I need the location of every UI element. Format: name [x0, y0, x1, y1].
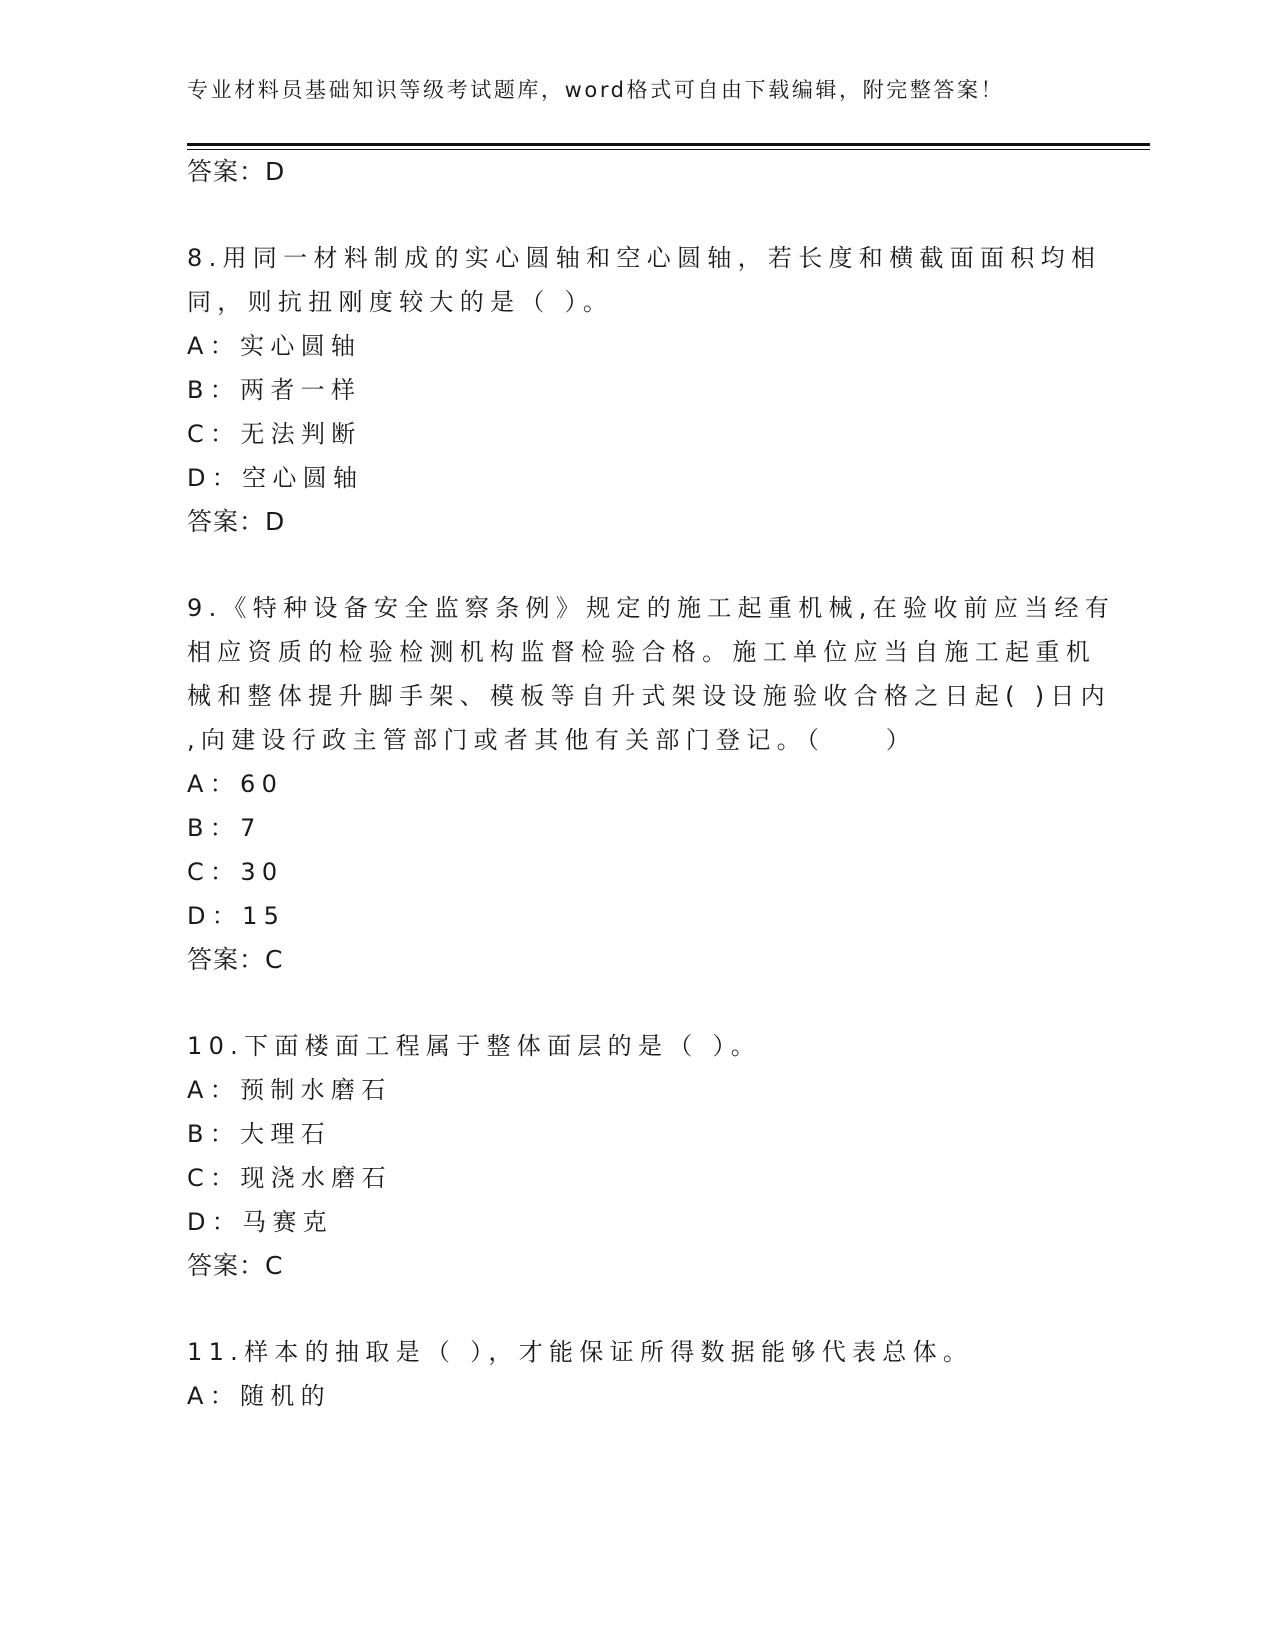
question-9-answer: 答案：C [187, 945, 284, 974]
question-10-option-a: A：预制水磨石 [187, 1076, 392, 1104]
question-10-option-b: B：大理石 [187, 1120, 331, 1148]
question-8-option-d: D：空心圆轴 [187, 464, 364, 492]
question-9-option-c: C：30 [187, 858, 284, 886]
question-10-answer: 答案：C [187, 1251, 284, 1280]
question-8-text-line2: 同，则抗扭刚度较大的是（ ）。 [187, 288, 614, 316]
header-text: 专业材料员基础知识等级考试题库，word格式可自由下载编辑，附完整答案！ [187, 78, 1005, 102]
question-8-option-a: A：实心圆轴 [187, 332, 362, 360]
question-8-option-b: B：两者一样 [187, 376, 362, 404]
question-9-text-line3: 械和整体提升脚手架、模板等自升式架设设施验收合格之日起( )日内 [187, 682, 1111, 710]
question-8-text-line1: 8.用同一材料制成的实心圆轴和空心圆轴，若长度和横截面面积均相 [187, 244, 1102, 272]
question-9-option-b: B：7 [187, 814, 262, 842]
question-9-text-line1: 9.《特种设备安全监察条例》规定的施工起重机械,在验收前应当经有 [187, 594, 1116, 622]
question-11-text-line1: 11.样本的抽取是（ ），才能保证所得数据能够代表总体。 [187, 1338, 974, 1366]
question-10-option-d: D：马赛克 [187, 1208, 333, 1236]
question-8-answer: 答案：D [187, 507, 286, 536]
question-10-option-c: C：现浇水磨石 [187, 1164, 392, 1192]
question-9-option-d: D：15 [187, 902, 286, 930]
question-8-option-c: C：无法判断 [187, 420, 362, 448]
question-9-text-line2: 相应资质的检验检测机构监督检验合格。施工单位应当自施工起重机 [187, 638, 1096, 666]
question-11-option-a: A：随机的 [187, 1382, 331, 1410]
answer-prev: 答案：D [187, 157, 286, 186]
header-rule-thin [187, 149, 1150, 150]
header-rule-thick [187, 143, 1150, 146]
question-9-text-line4: ,向建设行政主管部门或者其他有关部门登记。（ ） [187, 726, 917, 754]
question-9-option-a: A：60 [187, 770, 284, 798]
question-10-text-line1: 10.下面楼面工程属于整体面层的是（ ）。 [187, 1032, 762, 1060]
